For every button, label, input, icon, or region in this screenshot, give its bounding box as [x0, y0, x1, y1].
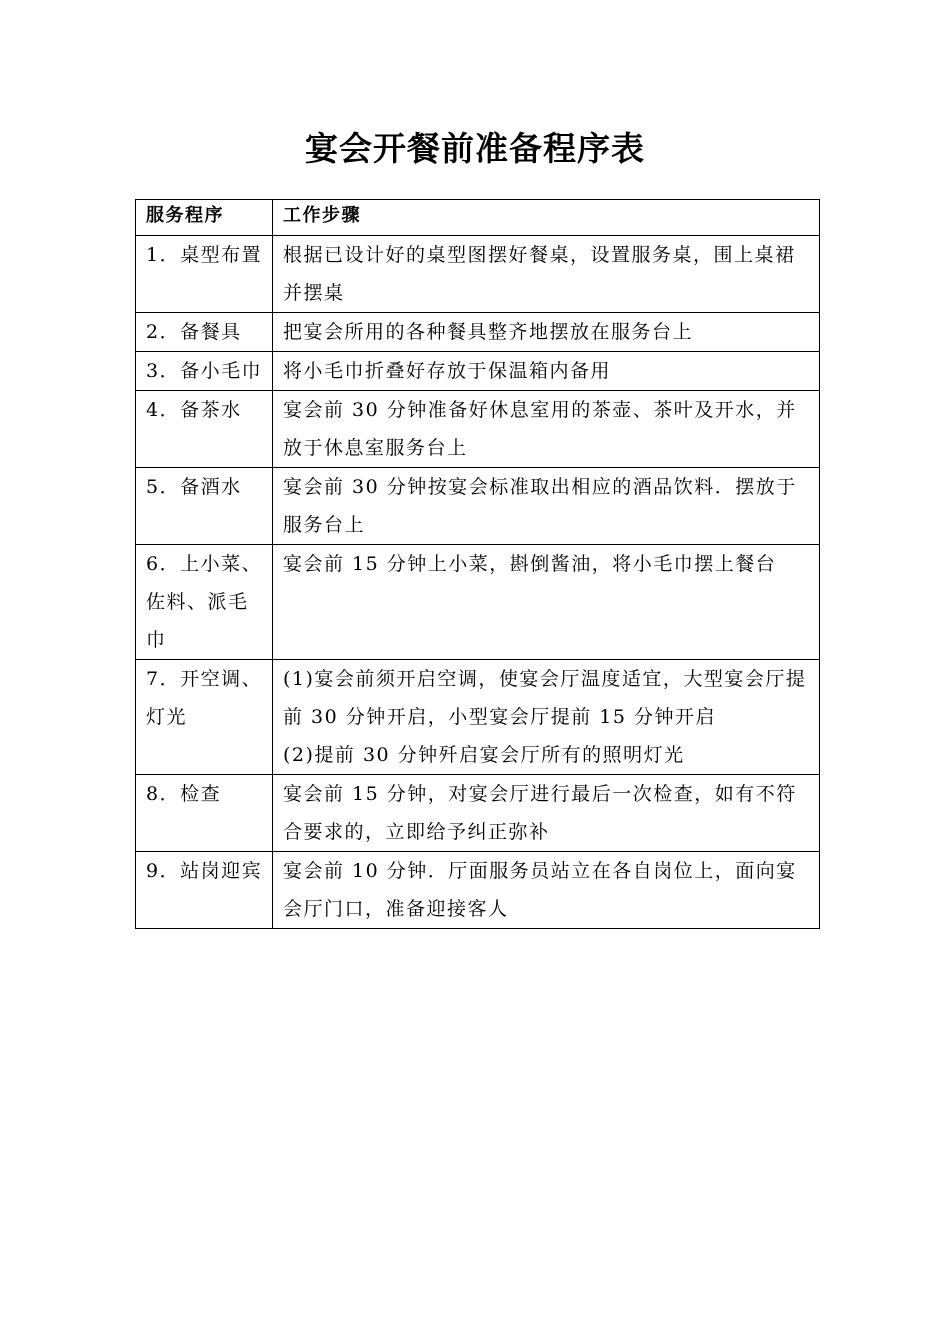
- table-row: [136, 852, 820, 929]
- detail-text: 把宴会所用的各种餐具整齐地摆放在服务台上: [283, 321, 694, 343]
- procedure-table: [135, 199, 820, 929]
- detail-cell: [273, 236, 820, 313]
- detail-text: (2)提前 30 分钟歼启宴会厅所有的照明灯光: [283, 744, 685, 766]
- header-service-step: 服务程序: [136, 200, 273, 236]
- step-cell: 9．站岗迎宾: [136, 852, 273, 929]
- table-row: [136, 545, 820, 660]
- detail-text: 宴会前 15 分钟上小菜，斟倒酱油，将小毛巾摆上餐台: [283, 553, 777, 575]
- step-cell: 5．备酒水: [136, 468, 273, 545]
- detail-text: 宴会前 10 分钟．厅面服务员站立在各自岗位上，面向宴会厅门口，准备迎接客人: [283, 860, 797, 920]
- detail-cell: [273, 391, 820, 468]
- table-row: [136, 236, 820, 313]
- detail-text: 根据已设计好的桌型图摆好餐桌，设置服务桌，围上桌裙并摆桌: [283, 244, 796, 304]
- detail-cell: [273, 775, 820, 852]
- step-cell: 8．检查: [136, 775, 273, 852]
- detail-cell: [273, 352, 820, 391]
- detail-text: 将小毛巾折叠好存放于保温箱内备用: [283, 360, 612, 382]
- detail-text: 宴会前 30 分钟准备好休息室用的茶壶、茶叶及开水，并放于休息室服务台上: [283, 399, 797, 459]
- table-row: [136, 313, 820, 352]
- step-cell: 3．备小毛巾: [136, 352, 273, 391]
- table-row: [136, 352, 820, 391]
- table-row: [136, 775, 820, 852]
- table-row: [136, 660, 820, 775]
- detail-cell: [273, 468, 820, 545]
- table-row: [136, 391, 820, 468]
- page-title: 宴会开餐前准备程序表: [305, 129, 645, 168]
- detail-cell: [273, 660, 820, 775]
- step-cell: 7．开空调、灯光: [136, 660, 273, 775]
- step-cell: 4．备茶水: [136, 391, 273, 468]
- detail-cell: [273, 852, 820, 929]
- table-header-row: [136, 200, 820, 236]
- detail-text: 宴会前 15 分钟，对宴会厅进行最后一次检查，如有不符合要求的，立即给予纠正弥补: [283, 783, 797, 843]
- detail-cell: [273, 545, 820, 660]
- step-cell: 2．备餐具: [136, 313, 273, 352]
- detail-text: 宴会前 30 分钟按宴会标准取出相应的酒品饮料．摆放于服务台上: [283, 476, 797, 536]
- detail-text: (1)宴会前须开启空调，使宴会厅温度适宜，大型宴会厅提前 30 分钟开启，小型宴会厅提前 15 分钟开启: [283, 668, 807, 728]
- header-work-steps: 工作步骤: [273, 200, 820, 236]
- detail-cell: [273, 313, 820, 352]
- step-cell: 6．上小菜、佐料、派毛巾: [136, 545, 273, 660]
- table-row: [136, 468, 820, 545]
- step-cell: 1．桌型布置: [136, 236, 273, 313]
